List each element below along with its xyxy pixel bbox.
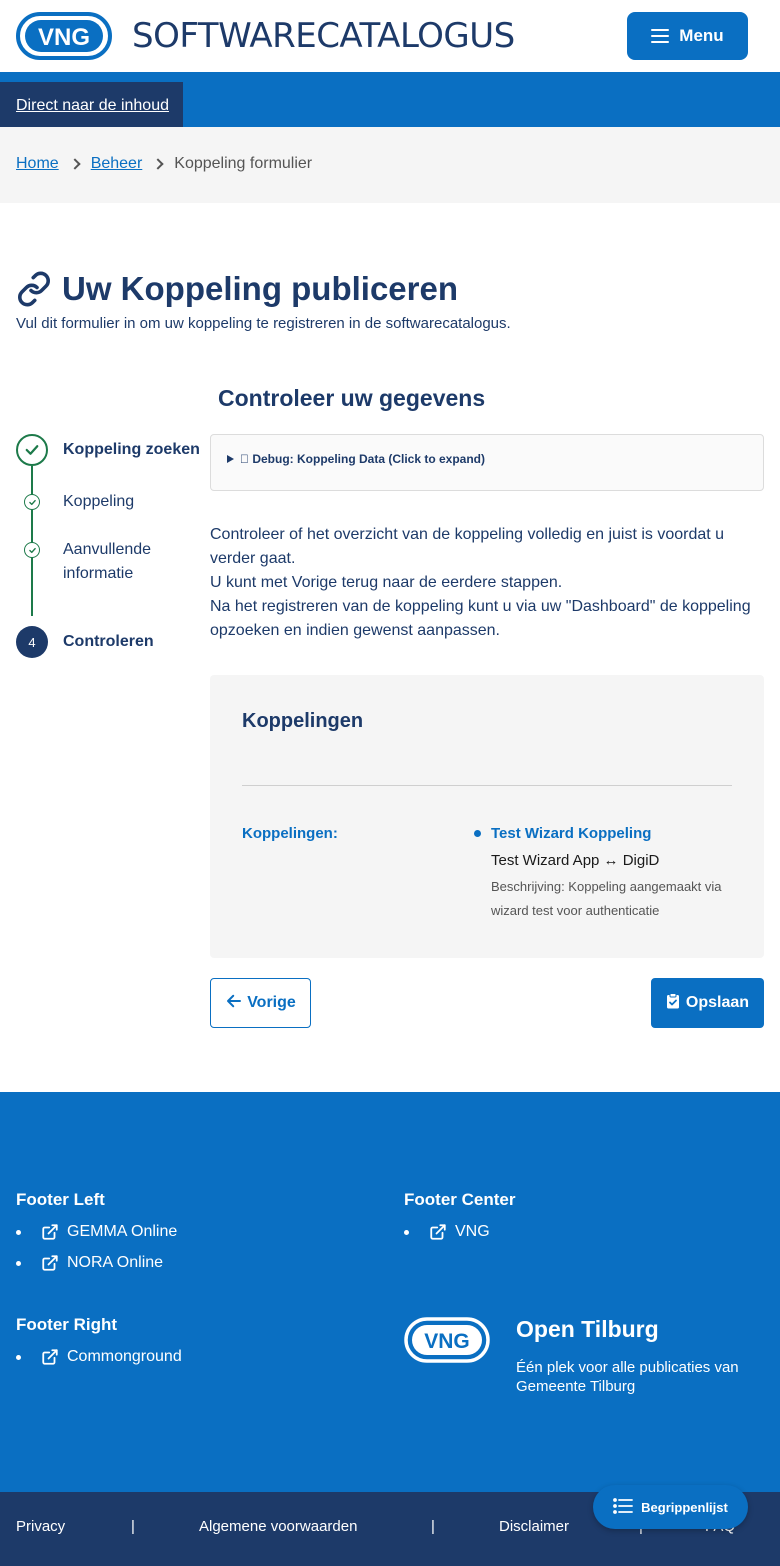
bullet	[16, 1230, 21, 1235]
footer-link-nora[interactable]	[16, 1254, 163, 1272]
footer-link-gemma[interactable]	[16, 1223, 177, 1241]
site-footer	[0, 1092, 780, 1492]
bullet	[474, 830, 481, 837]
terms-link[interactable]: Algemene voorwaarden	[199, 1518, 358, 1535]
disclaimer-link[interactable]: Disclaimer	[499, 1518, 570, 1535]
footer-link-commonground[interactable]	[16, 1348, 182, 1366]
page-title-text: Uw Koppeling publiceren	[62, 270, 459, 307]
step-aanvullende-informatie[interactable]: Aanvullende informatie	[63, 541, 152, 582]
footer-left-heading: Footer Left	[16, 1190, 105, 1209]
privacy-link[interactable]: Privacy	[16, 1518, 66, 1535]
clipboard-check-icon	[666, 993, 680, 1014]
external-link-icon	[429, 1223, 447, 1241]
footer-link-label: NORA Online	[67, 1254, 164, 1271]
footer-link-label: GEMMA Online	[67, 1223, 178, 1240]
card-title: Koppelingen	[242, 710, 364, 732]
vng-logo[interactable]	[16, 12, 112, 60]
previous-label: Vorige	[247, 994, 296, 1011]
koppeling-apps: Test Wizard App ↔ DigiD	[491, 852, 660, 869]
koppeling-title: Test Wizard Koppeling	[491, 825, 652, 842]
menu-button[interactable]	[627, 12, 748, 60]
step-koppeling-zoeken[interactable]: Koppeling zoeken	[63, 441, 200, 458]
external-link-icon	[41, 1254, 59, 1272]
svg-text:VNG: VNG	[424, 1330, 470, 1353]
begrippenlijst-label: Begrippenlijst	[641, 1499, 728, 1515]
check-circle-icon	[24, 542, 40, 558]
chevron-right-icon	[69, 158, 80, 169]
debug-details-toggle[interactable]	[210, 434, 764, 491]
breadcrumb-home[interactable]: Home	[16, 155, 59, 172]
site-brand[interactable]: SOFTWARECATALOGUS	[132, 16, 515, 56]
instruction-line: Na het registreren van de koppeling kunt u via uw "Dashboard" de koppeling opzoeken en indien gewenst aanpassen.	[210, 598, 751, 639]
bullet	[16, 1261, 21, 1266]
footer-center-heading: Footer Center	[404, 1190, 516, 1209]
link-icon	[16, 271, 52, 307]
save-button[interactable]	[651, 978, 764, 1028]
footer-link-label: Commonground	[67, 1348, 182, 1365]
page-intro: Vul dit formulier in om uw koppeling te registreren in de softwarecatalogus.	[16, 315, 511, 332]
footer-vng-logo	[404, 1317, 490, 1363]
step-number-badge: 4	[16, 626, 48, 658]
org-title: Open Tilburg	[516, 1316, 659, 1342]
list-icon	[613, 1498, 633, 1517]
footer-right-heading: Footer Right	[16, 1315, 118, 1334]
previous-button[interactable]	[210, 978, 311, 1028]
section-title: Controleer uw gegevens	[218, 385, 486, 411]
svg-text:VNG: VNG	[37, 24, 91, 51]
menu-label: Menu	[679, 26, 724, 45]
instruction-line: U kunt met Vorige terug naar de eerdere stappen.	[210, 574, 563, 591]
external-link-icon	[41, 1223, 59, 1241]
summary-card	[210, 675, 764, 958]
step-koppeling[interactable]: Koppeling	[63, 493, 135, 510]
separator: |	[131, 1518, 135, 1535]
stepper-line	[31, 466, 33, 616]
check-circle-icon	[24, 494, 40, 510]
debug-label:   Debug: Koppeling Data (Click to expand)	[240, 452, 486, 466]
skip-to-content-link[interactable]: Direct naar de inhoud	[0, 82, 183, 130]
field-label: Koppelingen:	[242, 825, 338, 842]
site-header	[0, 0, 780, 72]
begrippenlijst-button[interactable]	[593, 1485, 748, 1529]
footer-link-label: VNG	[455, 1223, 490, 1240]
footer-link-vng[interactable]	[404, 1223, 490, 1241]
koppeling-description: Beschrijving: Koppeling aangemaakt via wizard test voor authenticatie	[491, 879, 722, 918]
step-controleren[interactable]: Controleren	[63, 633, 154, 650]
external-link-icon	[41, 1348, 59, 1366]
separator: |	[431, 1518, 435, 1535]
instruction-line: Controleer of het overzicht van de koppeling volledig en juist is voordat u verder gaat.	[210, 526, 725, 567]
hamburger-icon	[651, 29, 669, 43]
divider	[242, 785, 732, 786]
breadcrumb	[16, 155, 312, 173]
check-circle-icon	[16, 434, 48, 466]
bullet	[404, 1230, 409, 1235]
breadcrumb-current: Koppeling formulier	[174, 155, 313, 172]
arrow-left-icon	[225, 992, 243, 1015]
org-subtitle: Één plek voor alle publicaties van Gemeente Tilburg	[516, 1359, 739, 1395]
bullet	[16, 1355, 21, 1360]
breadcrumb-beheer[interactable]: Beheer	[90, 155, 143, 172]
save-label: Opslaan	[685, 994, 750, 1011]
expand-triangle-icon	[227, 455, 234, 463]
page-title	[16, 270, 458, 308]
instructions	[210, 523, 760, 643]
chevron-right-icon	[153, 158, 164, 169]
